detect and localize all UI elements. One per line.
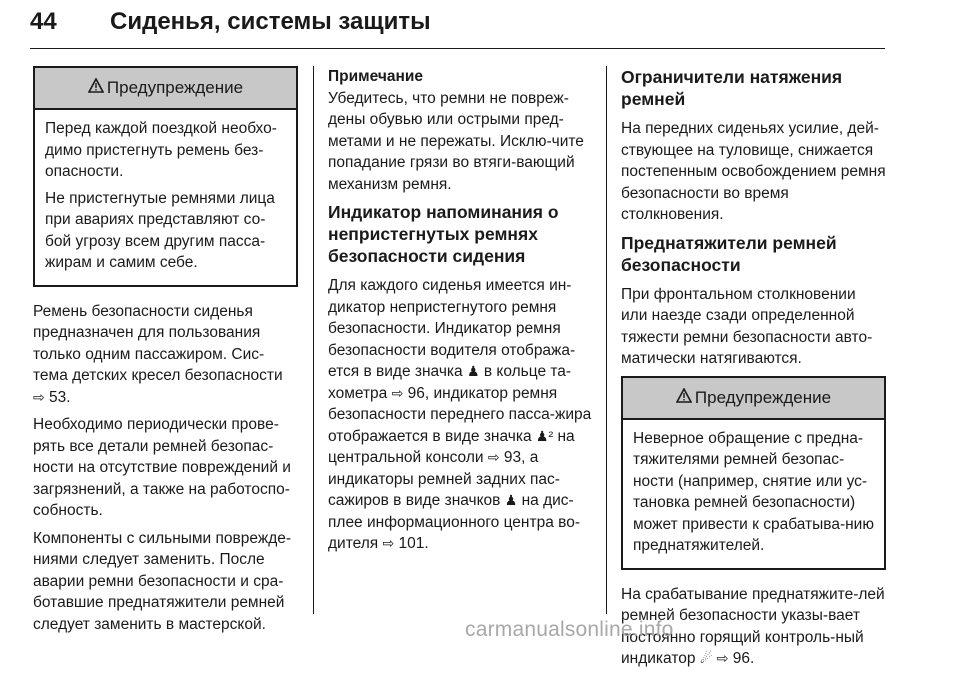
warning-body — [35, 110, 296, 285]
column-divider — [313, 66, 314, 614]
warning-body — [623, 420, 884, 568]
column-2 — [328, 66, 596, 561]
header-rule — [30, 48, 885, 49]
column-1 — [33, 66, 298, 641]
watermark: carmanualsonline.info — [465, 618, 674, 641]
paragraph-text: в кольце та-хометра — [328, 363, 572, 402]
page-ref[interactable]: 96. — [732, 650, 755, 667]
paragraph-text: на центральной консоли — [328, 427, 575, 466]
page-ref-arrow-icon: ⇨ — [487, 449, 500, 465]
section-heading: Преднатяжители ремней безопасности — [621, 232, 837, 275]
warning-text-1: Перед каждой поездкой необхо-димо пристегнуть ремень без-опасности. — [45, 120, 277, 180]
paragraph — [328, 275, 596, 555]
warning-triangle-icon — [676, 387, 692, 409]
note-title: Примечание — [328, 68, 423, 85]
paragraph-text: 96, индикатор ремня безопасности переднего пасса-жира отображается в виде значка — [328, 384, 592, 445]
page-number: 44 — [30, 8, 57, 35]
warning-text-2: Не пристегнутые ремнями лица при авариях представляют со-бой угрозу всем другим пасса-жирам и самим себе. — [45, 189, 275, 271]
warning-title: Предупреждение — [694, 387, 832, 407]
page-header — [30, 4, 885, 44]
warning-header — [623, 378, 884, 420]
rear-seatbelt-icon: ♟ — [504, 492, 518, 508]
page-ref-arrow-icon: ⇨ — [391, 384, 404, 401]
page-ref[interactable]: 93, — [503, 449, 526, 466]
page-ref-arrow-icon: ⇨ — [33, 388, 45, 405]
paragraph — [33, 301, 298, 409]
paragraph-text: На срабатывание преднатяжите-лей ремней безопасности указы-вает постоянно горящий контроль-ный индикатор — [621, 585, 885, 667]
page-title: Сиденья, системы защиты — [110, 8, 431, 35]
warning-box — [621, 376, 886, 570]
paragraph-text: на дис-плее информационного центра во-дителя — [328, 492, 580, 552]
paragraph: Компоненты с сильными поврежде-ниями следует заменить. После аварии ремни безопасности и сра-ботавшие преднатяжители ремней следует заменить в мастерской. — [33, 529, 292, 633]
section-heading: Индикатор напоминания о непристегнутых ремнях безопасности сидения — [328, 202, 559, 266]
warning-header — [35, 68, 296, 110]
column-3 — [621, 66, 886, 676]
section-heading: Ограничители натяжения ремней — [621, 67, 843, 109]
airbag-warning-icon: ☄ — [699, 650, 713, 666]
paragraph: При фронтальном столкновении или наезде сзади определенной тяжести ремни безопасности авто-матически натягиваются. — [621, 285, 873, 367]
page-ref[interactable]: 53. — [49, 388, 71, 406]
page-ref[interactable]: 101. — [398, 535, 429, 552]
warning-triangle-icon — [88, 77, 104, 99]
warning-title: Предупреждение — [106, 78, 244, 98]
page-ref-arrow-icon: ⇨ — [716, 650, 729, 666]
paragraph-text: Ремень безопасности сиденья предназначен для пользования только одним пассажиром. Сис-тема детских кресел безопасности — [33, 302, 283, 384]
note-text: Убедитесь, что ремни не повреж-дены обувью или острыми пред-метами и не пережаты. Исклю-чите попадание грязи во втяги-вающий механизм ремня. — [328, 89, 584, 193]
paragraph-text: а индикаторы ремней задних пас-сажиров в виде значков — [328, 449, 560, 509]
warning-text-1: Неверное обращение с предна-тяжителями ремней безопас-ности (например, снятие или ус-тановка ремней безопасности) может привести к срабатыва-нию преднатяжителей. — [633, 429, 874, 554]
page-ref-arrow-icon: ⇨ — [382, 535, 395, 551]
paragraph-text: Для каждого сиденья имеется ин-дикатор непристегнутого ремня безопасности. Индикатор ремня безопасности водителя отобража-ется в виде значка — [328, 277, 576, 380]
seatbelt-reminder-icon: ♟ — [466, 363, 480, 379]
paragraph: На передних сиденьях усилие, дей-ствующее на туловище, снижается постепенным освобождением ремня безопасности во время столкновения. — [621, 120, 886, 223]
passenger-seatbelt-icon: ♟² — [535, 427, 554, 444]
warning-box — [33, 66, 298, 287]
paragraph: Необходимо периодически прове-рять все детали ремней безопас-ности на отсутствие повреждений и загрязнений, а также на работоспо-собность. — [33, 416, 291, 519]
column-divider — [606, 66, 607, 614]
